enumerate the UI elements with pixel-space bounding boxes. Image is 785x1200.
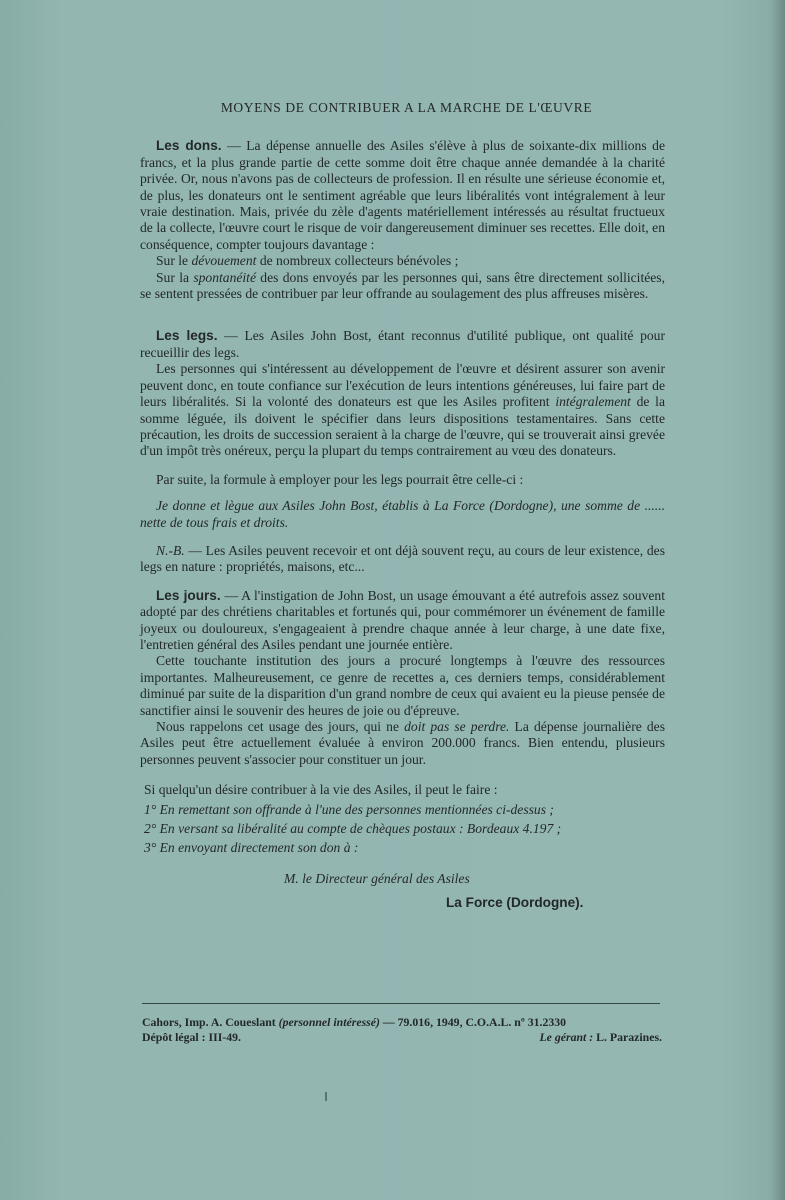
printer-note: (personnel intéressé) [278, 1015, 380, 1029]
legs-nb-text: — Les Asiles peuvent recevoir et ont déjà souvent reçu, au cours de leur existence, des legs en nature : propriétés, maisons, etc... [140, 542, 665, 575]
jours-rappel-b: La dépense journalière des Asiles peut être actuellement évaluée à environ 200.000 francs. Bien entendu, plusieurs personnes peuvent s'associer pour constituer un jour. [140, 719, 665, 767]
contribute-item-3: 3° En envoyant directement son don à : [144, 840, 359, 856]
jours-paragraph [140, 588, 665, 654]
dons-devouement-em: dévouement [191, 253, 257, 269]
imprint-footer [142, 1015, 662, 1045]
signature-director: M. le Directeur général des Asiles [284, 870, 470, 886]
legs-formule: Je donne et lègue aux Asiles John Bost, établis à La Force (Dordogne), une somme de ...... nette de tous frais et droits. [140, 498, 665, 530]
dons-spontaneite-b: des dons envoyés par les personnes qui, sans être directement sollicitées, se sentent pressées de contribuer par leur offrande au soulagement des plus affreuses misères. [140, 269, 665, 302]
gerant-info [539, 1030, 662, 1045]
legs-heading: Les legs. [156, 328, 218, 344]
page-edge-shadow [771, 0, 785, 1200]
legs-volonte [140, 361, 665, 459]
jours-institution: Cette touchante institution des jours a procuré longtemps à l'œuvre des ressources importantes. Malheureusement, ce genre de recettes a, ces derniers temps, considérablement diminué par suite de la disparition d'un grand nombre de ceux qui avaient eu la pieuse pensée de sanctifier ainsi le souvenir des heures de joie ou d'épreuve. [140, 653, 665, 718]
jours-rappel-a: Nous rappelons cet usage des jours, qui ne [156, 719, 405, 734]
gerant-label: Le gérant : [539, 1030, 594, 1044]
legs-volonte-a: Les personnes qui s'intéressent au développement de l'œuvre et désirent assurer son avenir peuvent donc, en toute confiance sur l'exécution de leurs intentions généreuses, lui faire part de leurs libéralités. Si la volonté des donateurs est que les Asiles profitent [140, 361, 665, 410]
legs-volonte-b: de la somme léguée, ils doivent le spécifier dans leurs dispositions testamentaires. Sans cette précaution, les droits de succession seraient à la charge de l'œuvre, qui se trouverait ainsi grevée d'un impôt très onéreux, perçu la plupart du temps contrairement au vœu des donateurs. [140, 394, 665, 459]
gerant-name: L. Parazines. [593, 1030, 662, 1044]
jours-heading: Les jours. [156, 587, 221, 603]
contribute-item-1: 1° En remettant son offrande à l'une des personnes mentionnées ci-dessus ; [144, 801, 554, 817]
dons-spontaneite-a: Sur la [156, 269, 194, 285]
dons-spontaneite [140, 270, 665, 303]
page-title: MOYENS DE CONTRIBUER A LA MARCHE DE L'ŒUVRE [220, 100, 593, 115]
legs-paragraph [140, 328, 665, 361]
legs-nb-em: N.-B. [156, 542, 185, 558]
depot-legal: Dépôt légal : III-49. [142, 1030, 241, 1044]
contribute-item-2: 2° En versant sa libéralité au compte de chèques postaux : Bordeaux 4.197 ; [144, 821, 562, 837]
dons-devouement-b: de nombreux collecteurs bénévoles ; [256, 253, 459, 269]
printer-info [142, 1015, 566, 1030]
printer-name: Cahors, Imp. A. Coueslant [142, 1015, 279, 1029]
jours-rappel [140, 719, 665, 768]
dons-devouement [140, 253, 665, 269]
dons-heading: Les dons. [156, 138, 222, 154]
print-mark [325, 1092, 327, 1101]
footer-row-1 [142, 1015, 662, 1030]
print-reference: — 79.016, 1949, C.O.A.L. nº 31.2330 [379, 1015, 567, 1029]
jours-text: — A l'instigation de John Bost, un usage émouvant a été autrefois assez souvent adopté par des chrétiens charitables et fortunés qui, pour commémorer un événement de famille joyeux ou douloureux, s'engageaient à prendre chaque année à leur charge, à une date fixe, l'entretien général des Asiles pendant une journée entière. [140, 587, 665, 652]
legs-nb [140, 543, 665, 576]
legs-volonte-em: intégralement [555, 394, 631, 410]
dons-text: — La dépense annuelle des Asiles s'élève à plus de soixante-dix millions de francs, et la plus grande partie de cette somme doit être chaque année demandée à la charité privée. Or, nous n'avons pas de collecteurs de profession. Il en résulte une sérieuse économie et, de plus, les donateurs ont le sentiment agréable que leurs libéralités vont intégralement à leur vraie destination. Mais, privée du zèle d'agents matériellement intéressés au résultat fructueux de la collecte, l'œuvre court le risque de voir dangereusement diminuer ses recettes. Elle doit, en conséquence, compter toujours davantage : [140, 138, 665, 252]
legs-text: — Les Asiles John Bost, étant reconnus d'utilité publique, ont qualité pour recueillir des legs. [140, 328, 665, 360]
footer-row-2 [142, 1030, 662, 1045]
contribute-section [140, 782, 665, 857]
document-body [140, 100, 665, 912]
contribute-intro: Si quelqu'un désire contribuer à la vie des Asiles, il peut le faire : [144, 782, 498, 798]
jours-rappel-em: doit pas se perdre. [404, 719, 510, 734]
legs-formule-intro: Par suite, la formule à employer pour les legs pourrait être celle-ci : [156, 471, 524, 487]
dons-devouement-a: Sur le [156, 253, 192, 269]
dons-paragraph [140, 138, 665, 253]
signature-location: La Force (Dordogne). [446, 895, 584, 911]
footer-divider [142, 1003, 660, 1004]
dons-spontaneite-em: spontanéité [193, 269, 256, 285]
